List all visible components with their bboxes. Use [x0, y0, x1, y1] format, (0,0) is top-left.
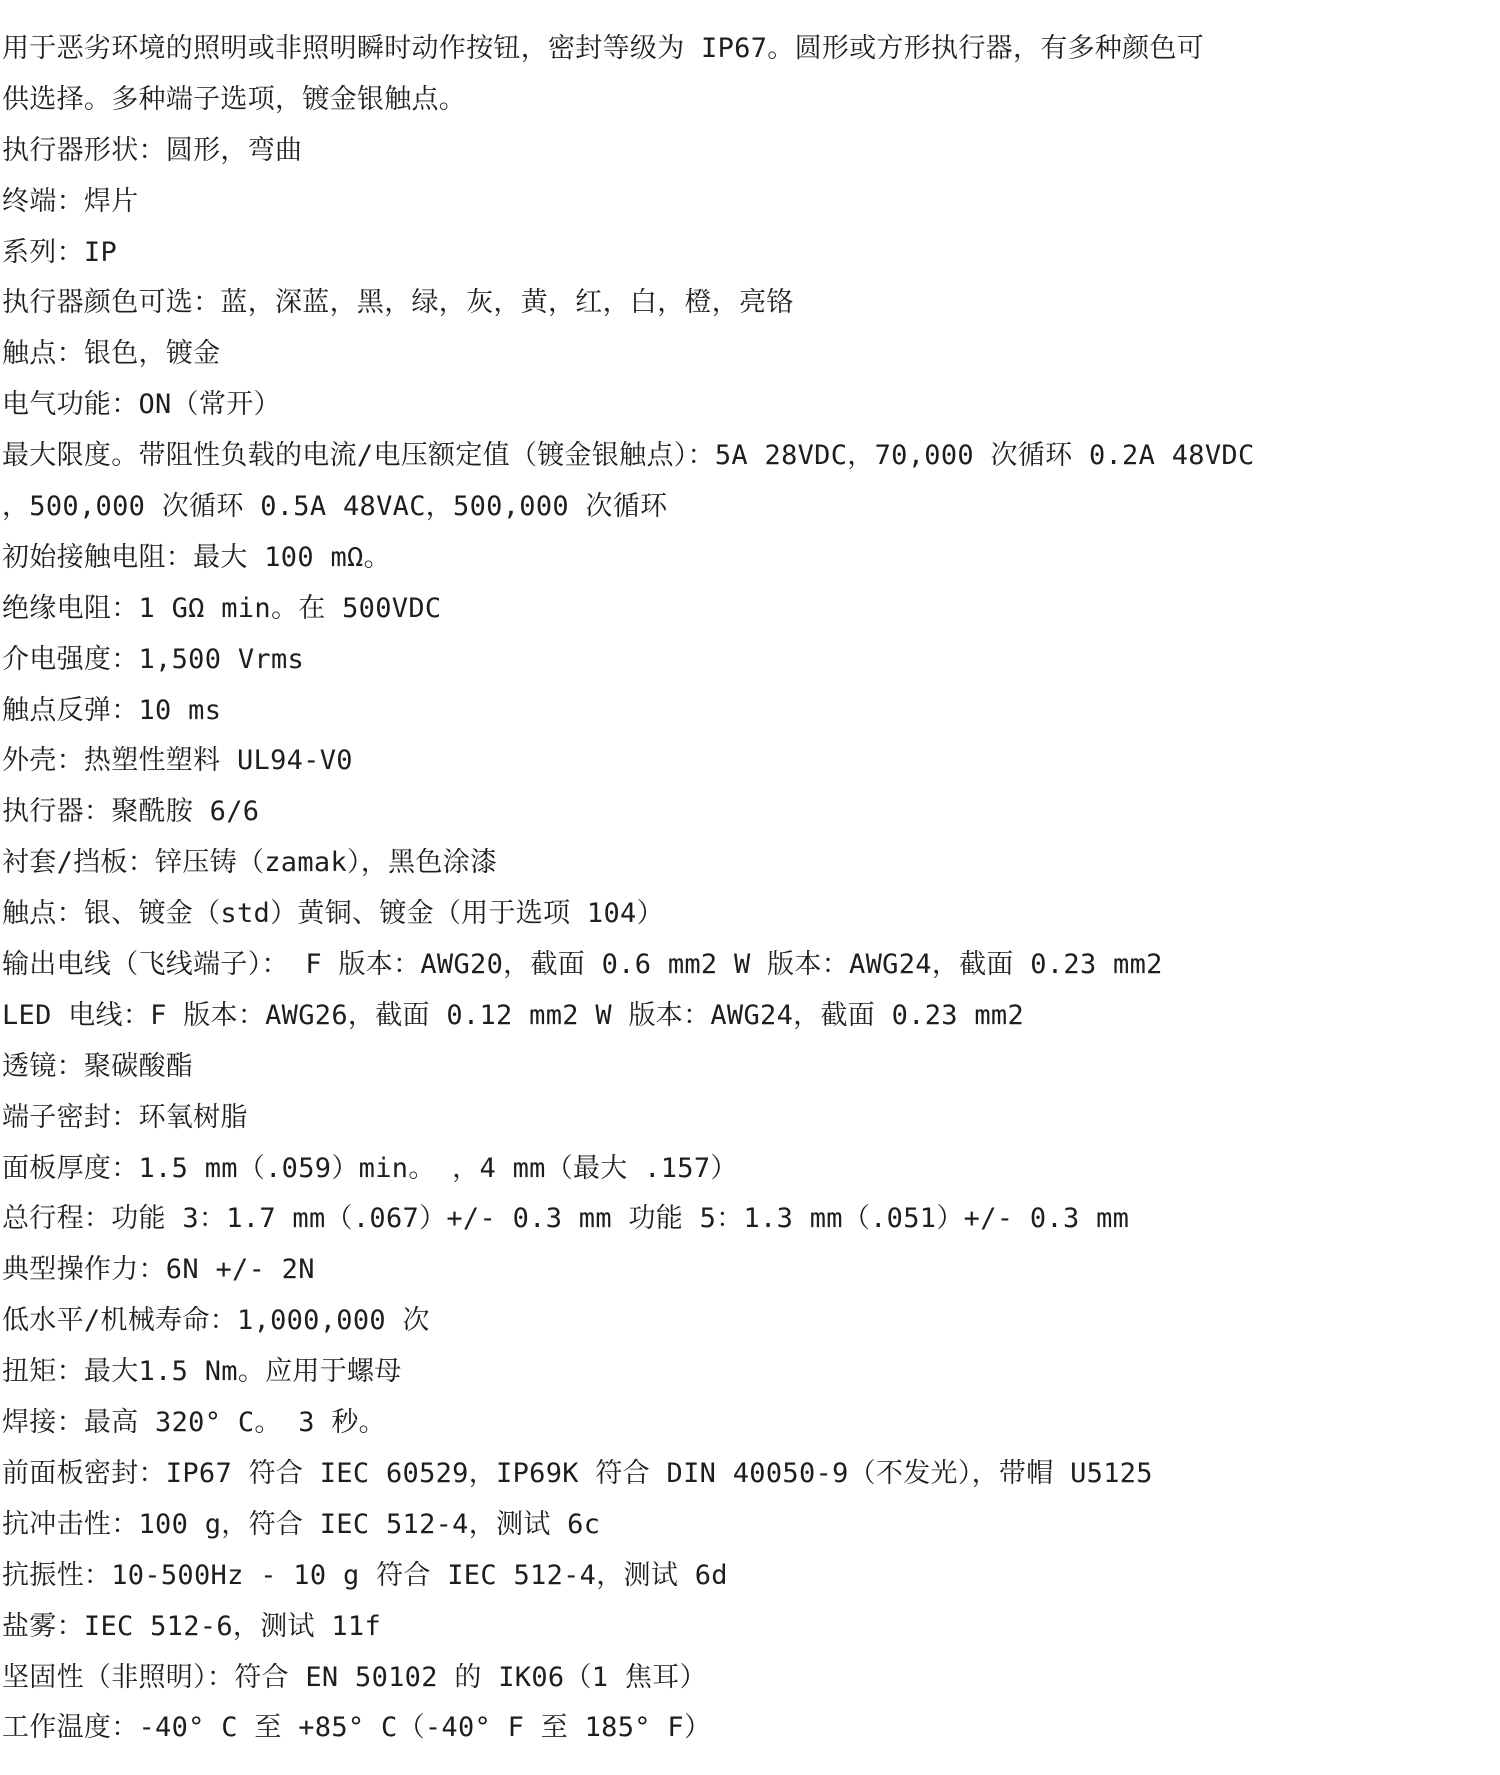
spec-electrical-function: 电气功能：ON（常开）	[2, 389, 281, 421]
spec-contact-material: 触点：银、镀金（std）黄铜、镀金（用于选项 104）	[2, 898, 664, 930]
spec-series: 系列：IP	[2, 236, 118, 268]
spec-panel-thickness: 面板厚度：1.5 mm（.059）min。 ，4 mm（最大 .157）	[2, 1152, 738, 1184]
spec-document	[0, 24, 1500, 1754]
spec-insulation-resistance: 绝缘电阻：1 GΩ min。在 500VDC	[2, 592, 442, 624]
spec-lens: 透镜：聚碳酸酯	[2, 1050, 194, 1082]
spec-terminal-seal: 端子密封：环氧树脂	[2, 1101, 248, 1133]
intro-line-1: 用于恶劣环境的照明或非照明瞬时动作按钮，密封等级为 IP67。圆形或方形执行器，有多种颜色可	[2, 33, 1205, 64]
spec-salt-spray: 盐雾：IEC 512-6，测试 11f	[2, 1610, 382, 1642]
spec-bushing: 衬套/挡板：锌压铸（zamak），黑色涂漆	[2, 847, 498, 879]
spec-contacts: 触点：银色，镀金	[2, 338, 221, 370]
spec-total-travel: 总行程：功能 3：1.7 mm（.067）+/- 0.3 mm 功能 5：1.3 mm（.051）+/- 0.3 mm	[2, 1203, 1130, 1235]
spec-mechanical-life: 低水平/机械寿命：1,000,000 次	[2, 1305, 430, 1337]
spec-actuator-colors: 执行器颜色可选：蓝，深蓝，黑，绿，灰，黄，红，白，橙，亮铬	[2, 287, 794, 319]
spec-front-panel-seal: 前面板密封：IP67 符合 IEC 60529，IP69K 符合 DIN 40050-9（不发光），带帽 U5125	[2, 1457, 1153, 1489]
spec-actuator-shape: 执行器形状：圆形，弯曲	[2, 134, 303, 166]
spec-operating-force: 典型操作力：6N +/- 2N	[2, 1254, 315, 1286]
spec-shock-resistance: 抗冲击性：100 g，符合 IEC 512-4，测试 6c	[2, 1508, 601, 1540]
spec-contact-resistance: 初始接触电阻：最大 100 mΩ。	[2, 541, 391, 573]
spec-vibration-resistance: 抗振性：10-500Hz - 10 g 符合 IEC 512-4，测试 6d	[2, 1559, 728, 1591]
spec-contact-bounce: 触点反弹：10 ms	[2, 694, 222, 726]
spec-max-rating-line-2: ，500,000 次循环 0.5A 48VAC，500,000 次循环	[2, 491, 668, 523]
spec-max-rating-line-1: 最大限度。带阻性负载的电流/电压额定值（镀金银触点）：5A 28VDC，70,000 次循环 0.2A 48VDC	[2, 440, 1255, 472]
spec-soldering: 焊接：最高 320° C。 3 秒。	[2, 1407, 386, 1439]
spec-housing: 外壳：热塑性塑料 UL94-V0	[2, 745, 353, 777]
spec-led-wires: LED 电线：F 版本：AWG26，截面 0.12 mm2 W 版本：AWG24，截面 0.23 mm2	[2, 999, 1025, 1031]
spec-operating-temperature: 工作温度：-40° C 至 +85° C（-40° F 至 185° F）	[2, 1712, 712, 1744]
spec-robustness: 坚固性（非照明）：符合 EN 50102 的 IK06（1 焦耳）	[2, 1661, 707, 1693]
spec-output-wires: 输出电线（飞线端子）： F 版本：AWG20，截面 0.6 mm2 W 版本：AWG24，截面 0.23 mm2	[2, 949, 1163, 981]
intro-line-2: 供选择。多种端子选项，镀金银触点。	[2, 83, 467, 115]
spec-actuator-material: 执行器：聚酰胺 6/6	[2, 796, 260, 828]
spec-dielectric-strength: 介电强度：1,500 Vrms	[2, 643, 305, 675]
spec-termination: 终端：焊片	[2, 185, 139, 217]
spec-torque: 扭矩：最大1.5 Nm。应用于螺母	[2, 1356, 402, 1388]
